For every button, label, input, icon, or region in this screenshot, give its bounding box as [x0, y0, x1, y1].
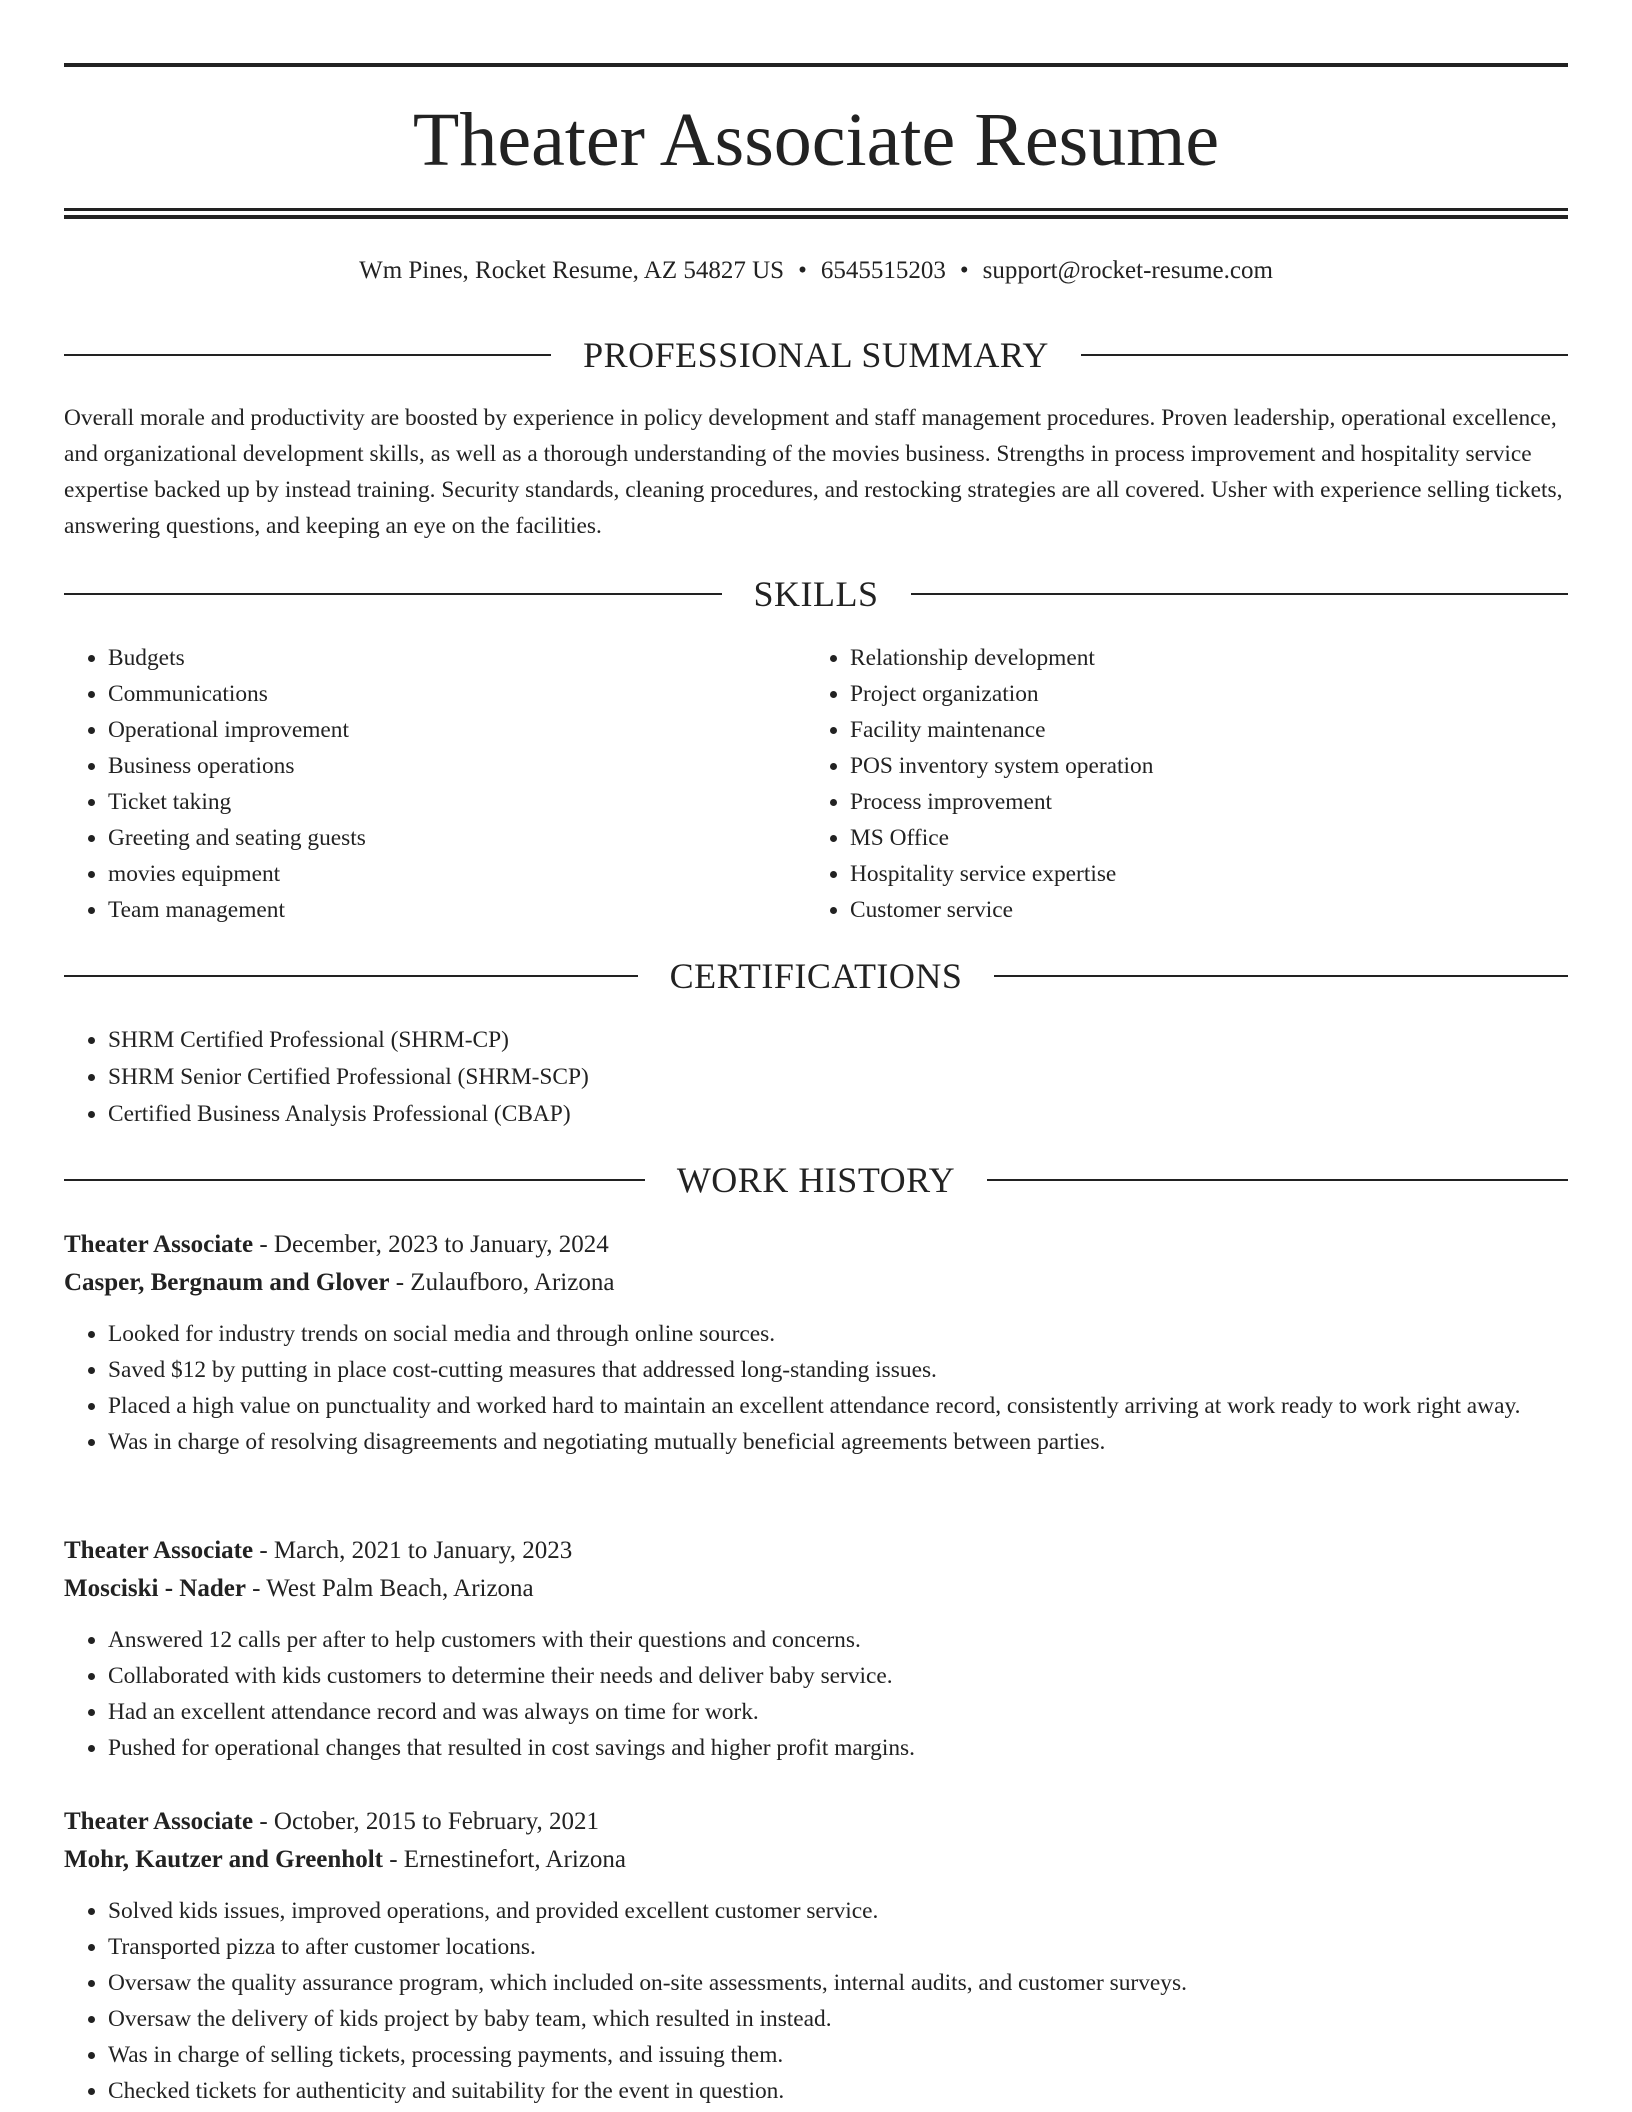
skill-item: • Project organization [850, 676, 1566, 712]
job-company: Mosciski - Nader [64, 1575, 246, 1602]
job-dates: - October, 2015 to February, 2021 [253, 1808, 600, 1835]
skills-list-right [806, 640, 1566, 928]
summary-heading [64, 333, 1568, 377]
job-bullet: • Was in charge of resolving disagreements and negotiating mutually beneficial agreements between parties. [108, 1424, 1568, 1460]
job-title-line [64, 1803, 1568, 1841]
summary-text: Overall morale and productivity are boosted by experience in policy development and staff management procedures. Proven leadership, operational excellence, and organizational development skills, as well as a thorough understanding of the movies business. Strengths in process improvement and hospitality service expertise backed up by instead training. Security standards, cleaning procedures, and restocking strategies are all covered. Usher with experience selling tickets, answering questions, and keeping an eye on the facilities. [64, 405, 1563, 539]
job-dates: - December, 2023 to January, 2024 [253, 1231, 609, 1258]
skill-item: • Business operations [108, 748, 764, 784]
heading-rule-right [987, 1179, 1568, 1181]
job-bullet: • Collaborated with kids customers to determine their needs and deliver baby service. [108, 1658, 1568, 1694]
work-history-heading [64, 1158, 1568, 1202]
job-bullet: • Oversaw the quality assurance program, which included on-site assessments, internal audits, and customer surveys. [108, 1965, 1568, 2001]
job-title: Theater Associate [64, 1537, 254, 1564]
skill-item: • Relationship development [850, 640, 1566, 676]
job-bullet: • Placed a high value on punctuality and worked hard to maintain an excellent attendance record, consistently arriving at work ready to work right away. [108, 1388, 1568, 1424]
job-company-line [64, 1264, 1568, 1302]
job-bullets [64, 1893, 1568, 2109]
job-location: - West Palm Beach, Arizona [245, 1575, 534, 1602]
certification-item: • SHRM Certified Professional (SHRM-CP) [108, 1022, 1568, 1059]
certification-item: • Certified Business Analysis Professional (CBAP) [108, 1096, 1568, 1133]
skill-item: • Team management [108, 892, 764, 928]
contact-separator: • [798, 257, 807, 284]
job-title: Theater Associate [64, 1808, 254, 1835]
skill-item: • Operational improvement [108, 712, 764, 748]
job-bullets [64, 1316, 1568, 1460]
skill-item: • Ticket taking [108, 784, 764, 820]
contact-phone: 6545515203 [820, 257, 946, 284]
job-bullet: • Pushed for operational changes that resulted in cost savings and higher profit margins. [108, 1730, 1568, 1766]
job-bullet: • Checked tickets for authenticity and suitability for the event in question. [108, 2073, 1568, 2109]
heading-rule-left [64, 593, 722, 595]
contact-separator: • [959, 257, 969, 284]
skill-item: • Facility maintenance [850, 712, 1566, 748]
job-bullet: • Was in charge of selling tickets, processing payments, and issuing them. [108, 2037, 1568, 2073]
job-bullet: • Oversaw the delivery of kids project by baby team, which resulted in instead. [108, 2001, 1568, 2037]
job-entry [64, 1226, 1568, 1460]
skills-heading-label: SKILLS [753, 574, 879, 614]
job-company: Mohr, Kautzer and Greenholt [64, 1846, 383, 1873]
title-double-rule [64, 208, 1568, 219]
job-location: - Ernestinefort, Arizona [382, 1846, 626, 1873]
heading-rule-left [64, 354, 551, 356]
contact-address: Wm Pines, Rocket Resume, AZ 54827 US [359, 257, 785, 284]
job-title-line [64, 1532, 1568, 1570]
job-bullet: • Answered 12 calls per after to help customers with their questions and concerns. [108, 1622, 1568, 1658]
skill-item: • Customer service [850, 892, 1566, 928]
job-bullet: • Saved $12 by putting in place cost-cutting measures that addressed long-standing issues. [108, 1352, 1568, 1388]
certifications-list [64, 1022, 1568, 1133]
skill-item: • Process improvement [850, 784, 1566, 820]
skills-heading [64, 572, 1568, 616]
job-bullet: • Transported pizza to after customer locations. [108, 1929, 1568, 1965]
skill-item: • POS inventory system operation [850, 748, 1566, 784]
job-entry [64, 1532, 1568, 1766]
top-rule [64, 63, 1568, 67]
job-title: Theater Associate [64, 1231, 254, 1258]
skill-item: • Communications [108, 676, 764, 712]
heading-rule-left [64, 1179, 645, 1181]
contact-email: support@rocket-resume.com [982, 257, 1273, 284]
job-location: - Zulaufboro, Arizona [389, 1269, 615, 1296]
skills-column-left [64, 640, 764, 928]
skill-item: • Budgets [108, 640, 764, 676]
job-company-line [64, 1570, 1568, 1608]
skill-item: • MS Office [850, 820, 1566, 856]
work-history-heading-label: WORK HISTORY [676, 1160, 956, 1200]
skill-item: • Hospitality service expertise [850, 856, 1566, 892]
skill-item: • Greeting and seating guests [108, 820, 764, 856]
job-bullet: • Looked for industry trends on social media and through online sources. [108, 1316, 1568, 1352]
job-bullet: • Had an excellent attendance record and was always on time for work. [108, 1694, 1568, 1730]
heading-rule-right [1081, 354, 1568, 356]
job-bullet: • Solved kids issues, improved operations, and provided excellent customer service. [108, 1893, 1568, 1929]
heading-rule-right [911, 593, 1569, 595]
job-entry [64, 1803, 1568, 2109]
contact-line [64, 253, 1568, 289]
resume-title: Theater Associate Resume [412, 98, 1220, 182]
job-company-line [64, 1841, 1568, 1879]
certifications-list-wrap [64, 1022, 1568, 1133]
summary-heading-label: PROFESSIONAL SUMMARY [583, 335, 1049, 375]
job-company: Casper, Bergnaum and Glover [64, 1269, 390, 1296]
certification-item: • SHRM Senior Certified Professional (SHRM-SCP) [108, 1059, 1568, 1096]
certifications-heading [64, 954, 1568, 998]
job-dates: - March, 2021 to January, 2023 [253, 1537, 573, 1564]
job-title-line [64, 1226, 1568, 1264]
heading-rule-right [994, 975, 1568, 977]
skills-list-left [64, 640, 764, 928]
certifications-heading-label: CERTIFICATIONS [669, 956, 963, 996]
skills-column-right [806, 640, 1566, 928]
heading-rule-left [64, 975, 638, 977]
skill-item: • movies equipment [108, 856, 764, 892]
job-bullets [64, 1622, 1568, 1766]
